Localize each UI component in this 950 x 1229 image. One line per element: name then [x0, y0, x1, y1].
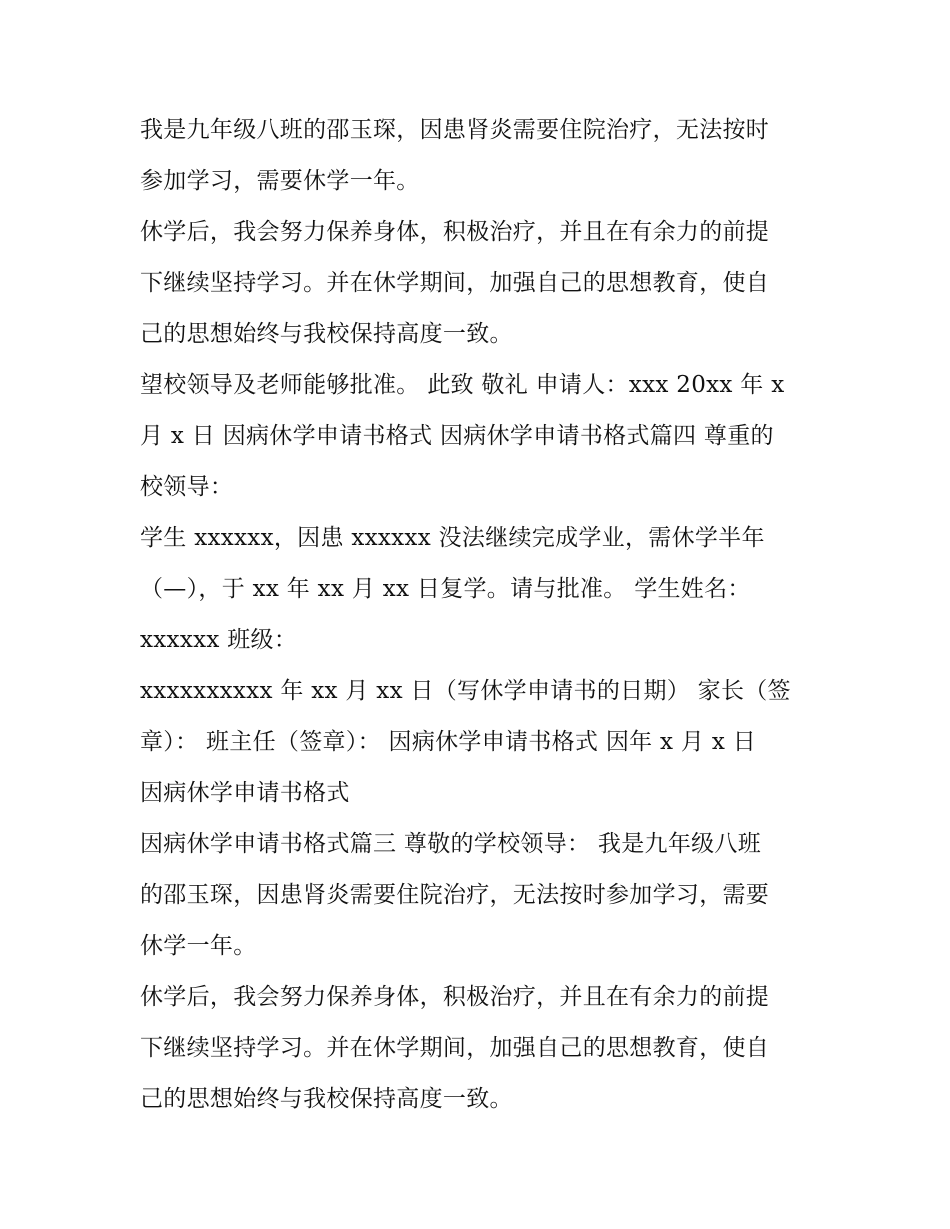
- text-line-14: 因病休学申请书格式: [140, 780, 350, 806]
- text-line-20: 己的思想始终与我校保持高度一致。: [140, 1086, 513, 1112]
- text-line-11: xxxxxx 班级：: [140, 627, 298, 653]
- text-line-3: 休学后，我会努力保养身体，积极治疗，并且在有余力的前提: [140, 219, 770, 245]
- text-line-16: 的邵玉琛，因患肾炎需要住院治疗，无法按时参加学习，需要: [140, 882, 770, 908]
- text-line-6: 望校领导及老师能够批准。 此致 敬礼 申请人：xxx 20xx 年 x: [140, 372, 785, 398]
- text-line-13: 章）： 班主任（签章）： 因病休学申请书格式 因年 x 月 x 日: [140, 729, 757, 755]
- text-line-9: 学生 xxxxxx，因患 xxxxxx 没法继续完成学业，需休学半年: [140, 525, 765, 551]
- text-line-10: （—），于 xx 年 xx 月 xx 日复学。请与批准。 学生姓名：: [140, 576, 751, 602]
- text-line-15: 因病休学申请书格式篇三 尊敬的学校领导： 我是九年级八班: [140, 831, 762, 857]
- text-line-19: 下继续坚持学习。并在休学期间，加强自己的思想教育，使自: [140, 1035, 770, 1061]
- text-line-8: 校领导：: [140, 474, 234, 500]
- document-body: [140, 105, 820, 1125]
- text-line-4: 下继续坚持学习。并在休学期间，加强自己的思想教育，使自: [140, 270, 770, 296]
- text-line-2: 参加学习，需要休学一年。: [140, 168, 420, 194]
- text-line-5: 己的思想始终与我校保持高度一致。: [140, 321, 513, 347]
- text-line-17: 休学一年。: [140, 933, 257, 959]
- text-line-18: 休学后，我会努力保养身体，积极治疗，并且在有余力的前提: [140, 984, 770, 1010]
- text-line-12: xxxxxxxxxx 年 xx 月 xx 日（写休学申请书的日期） 家长（签: [140, 678, 791, 704]
- text-line-7: 月 x 日 因病休学申请书格式 因病休学申请书格式篇四 尊重的: [140, 423, 774, 449]
- text-line-1: 我是九年级八班的邵玉琛，因患肾炎需要住院治疗，无法按时: [140, 117, 770, 143]
